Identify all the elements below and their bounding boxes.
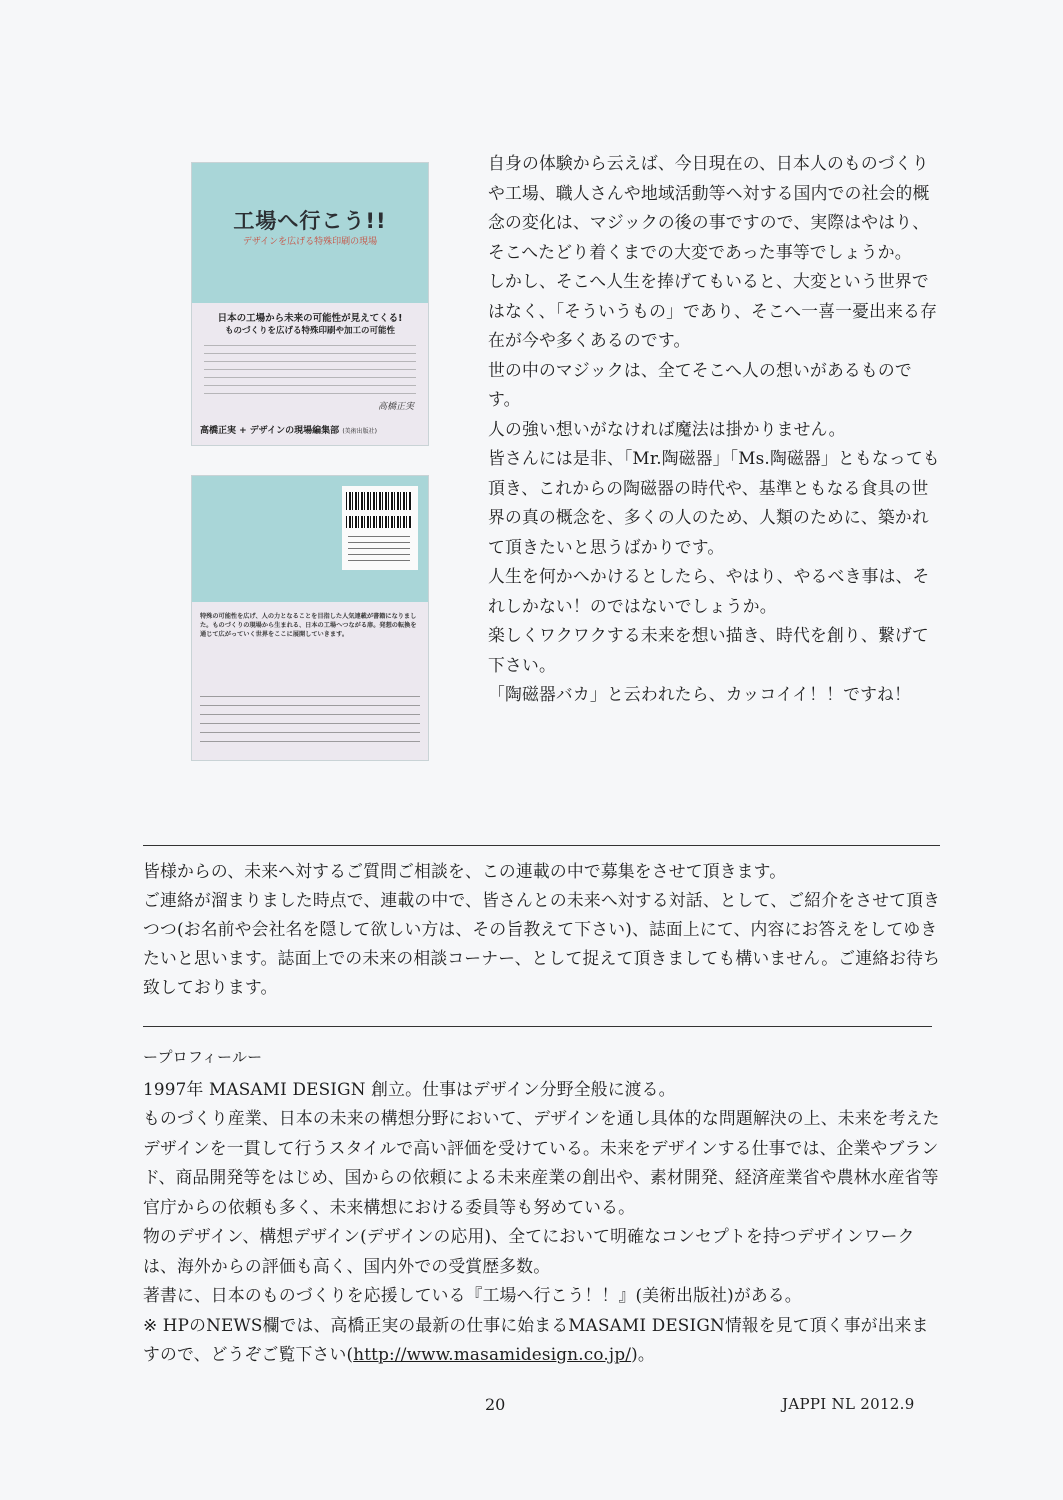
page-number: 20	[485, 1395, 506, 1414]
issue-label: JAPPI NL 2012.9	[782, 1395, 915, 1413]
call-paragraph: ご連絡が溜まりました時点で、連載の中で、皆さんとの未来へ対する対話、として、ご紹介をさせて頂きつつ(お名前や会社名を隠して欲しい方は、その旨教えて下さい)、誌面上にて、内容にお答えをしてゆきたいと思います。誌面上での未来の相談コーナー、として捉えて頂きましても構いません。ご連絡お待ち致しております。	[143, 890, 941, 997]
book-title: 工場へ行こう!!	[233, 209, 387, 233]
book-front-cover-image	[192, 163, 428, 445]
book-author-name: 高橋正実 + デザインの現場編集部	[200, 426, 340, 436]
barcode-label	[342, 486, 418, 570]
handwritten-note	[204, 345, 416, 393]
website-link[interactable]: http://www.masamidesign.co.jp/	[353, 1344, 632, 1364]
barcode-label-lines	[348, 536, 410, 566]
divider-rule	[143, 1026, 932, 1027]
belly-headline: 日本の工場から未来の可能性が見えてくる!	[217, 313, 403, 324]
book-back-contents-list	[200, 696, 420, 750]
book-back-belly-band	[192, 602, 428, 760]
belly-subheadline: ものづくりを広げる特殊印刷や加工の可能性	[224, 326, 395, 336]
profile-paragraph: 物のデザイン、構想デザイン(デザインの応用)、全てにおいて明確なコンセプトを持つデザインワークは、海外からの評価も高く、国内外での受賞歴多数。	[143, 1226, 915, 1276]
profile-paragraph: ものづくり産業、日本の未来の構想分野において、デザインを通し具体的な問題解決の上、未来を考えたデザインを一貫して行うスタイルで高い評価を受けている。未来をデザインする仕事では、企業やブランド、商品開発等をはじめ、国からの依頼による未来産業の創出や、素材開発、経済産業省や農林水産省等官庁からの依頼も多く、未来構想における委員等も努めている。	[143, 1108, 940, 1217]
book-back-blurb: 特殊の可能性を広げ、人の力となることを目指した人気連載が書籍になりました。ものづくりの現場から生まれる、日本の工場へつながる扉。発想の転換を通じて広がっていく世界をここに展開していきます。	[200, 613, 417, 638]
handwritten-signature: 高橋正実	[377, 402, 414, 412]
profile-paragraph: 著書に、日本のものづくりを応援している『工場へ行こう！！』(美術出版社)がある。	[143, 1285, 802, 1305]
article-paragraph: 自身の体験から云えば、今日現在の、日本人のものづくりや工場、職人さんや地域活動等へ対する国内での社会的概念の変化は、マジックの後の事ですので、実際はやはり、そこへたどり着くまでの大変であった事等でしょうか。	[488, 153, 930, 262]
book-subtitle: デザインを広げる特殊印刷の現場	[242, 237, 378, 247]
book-back-cover-image	[192, 476, 428, 760]
book-author-note: (美術出版社)	[342, 428, 378, 435]
article-paragraph: しかし、そこへ人生を捧げてもいると、大変という世界ではなく、「そういうもの」であり、そこへ一喜一憂出来る存在が今や多くあるのです。	[488, 271, 938, 350]
profile-heading: ープロフィールー	[143, 1048, 263, 1066]
article-paragraph: 世の中のマジックは、全てそこへ人の想いがあるものです。	[488, 359, 912, 409]
profile-paragraph: 1997年 MASAMI DESIGN 創立。仕事はデザイン分野全般に渡る。	[143, 1078, 676, 1099]
article-paragraph: 楽しくワクワクする未来を想い描き、時代を創り、繋げて下さい。	[488, 625, 929, 675]
article-paragraph: 皆さんには是非、「Mr.陶磁器」「Ms.陶磁器」ともなっても頂き、これからの陶磁器の時代や、基準ともなる食具の世界の真の概念を、多くの人のため、人類のために、築かれて頂きたいと思うばかりです。	[488, 448, 940, 557]
call-for-questions	[143, 857, 943, 1002]
article-paragraph: 人生を何かへかけるとしたら、やはり、やるべき事は、それしかない！のではないでしょうか。	[488, 566, 930, 616]
article-right-column	[488, 149, 940, 710]
profile-news-line	[143, 1311, 943, 1370]
barcode-icon-secondary	[346, 516, 412, 528]
barcode-icon	[346, 492, 412, 510]
news-prefix: ※ HPのNEWS欄では、高橋正実の最新の仕事に始まるMASAMI DESIGN情報を見て頂く事が出来ますので、どうぞご覧下さい(	[143, 1314, 929, 1364]
news-suffix: )。	[631, 1344, 655, 1364]
book-author	[200, 423, 420, 436]
article-paragraph: 人の強い想いがなければ魔法は掛かりません。	[488, 418, 846, 439]
book-belly-band	[192, 303, 428, 445]
divider-rule	[143, 845, 940, 846]
article-paragraph: 「陶磁器バカ」と云われたら、カッコイイ！！ですね！	[488, 684, 912, 704]
call-paragraph: 皆様からの、未来へ対するご質問ご相談を、この連載の中で募集をさせて頂きます。	[143, 861, 787, 881]
profile-section	[143, 1043, 943, 1370]
